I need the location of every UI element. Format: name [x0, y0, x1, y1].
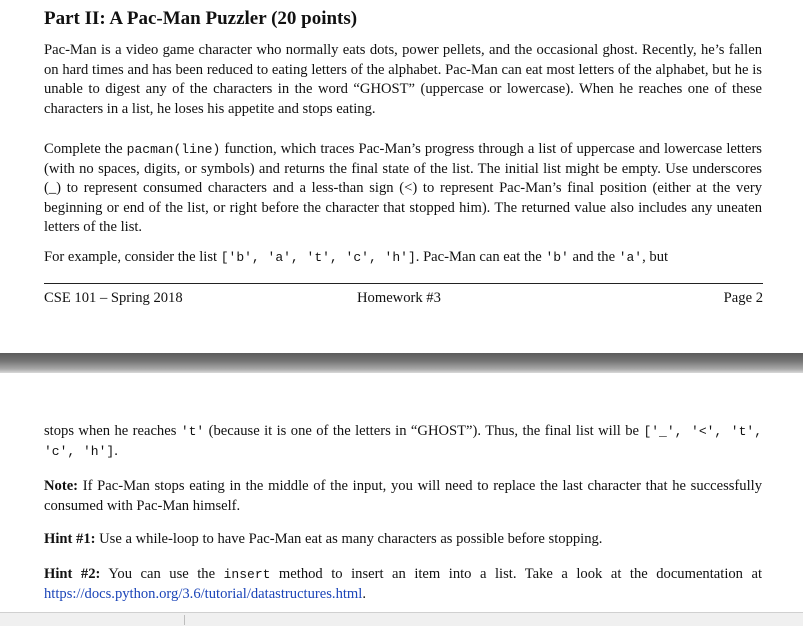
- hint-2-text-pre: You can use the: [100, 566, 224, 582]
- page-3-top-portion: [0, 373, 803, 626]
- result-list-code: ['_', '<', 't', 'c', 'h']: [44, 424, 762, 459]
- section-heading: Part II: A Pac-Man Puzzler (20 points): [44, 8, 358, 29]
- example-text-mid2: and the: [568, 249, 619, 265]
- note-label: Note:: [44, 478, 79, 494]
- continuation-text-mid: (because it is one of the letters in “GHOST”). Thus, the final list will be: [204, 423, 644, 439]
- footer-page-number: Page 2: [723, 290, 763, 306]
- example-text-pre: For example, consider the list: [44, 249, 221, 265]
- letter-t-code: 't': [180, 424, 205, 439]
- example-text-mid1: . Pac-Man can eat the: [415, 249, 546, 265]
- continuation-text-post: .: [114, 442, 118, 459]
- task-paragraph: [44, 140, 762, 238]
- letter-a-code: 'a': [618, 250, 643, 265]
- footer-homework: Homework #3: [357, 290, 441, 306]
- task-text-post: function, which traces Pac-Man’s progress through a list of uppercase and lowercase letters (with no spaces, digits, or symbols) and returns the final state of the list. The initial list might be empty. Use underscores (_) to represent consumed characters and a less-than sign (<) to represent Pac-Man’s final position (either at the very beginning or end of the list, or right before the character that stopped him). The returned value also includes any uneaten letters of the list.: [44, 141, 762, 236]
- example-paragraph: [44, 248, 762, 268]
- hint-2-text-post: method to insert an item into a list. Take a look at the documentation at: [270, 566, 763, 582]
- viewer-status-bar: [0, 612, 803, 626]
- hint-1-text: Use a while-loop to have Pac-Man eat as many characters as possible before stopping.: [95, 531, 603, 547]
- hint-2-paragraph: [44, 565, 762, 604]
- continuation-text-pre: stops when he reaches: [44, 423, 181, 439]
- example-text-post: , but: [642, 249, 669, 265]
- letter-b-code: 'b': [545, 250, 569, 265]
- python-docs-link[interactable]: https://docs.python.org/3.6/tutorial/datastructures.html: [44, 585, 363, 602]
- insert-method-code: insert: [223, 567, 271, 582]
- note-paragraph: [44, 477, 762, 516]
- hint-2-text-end: .: [362, 585, 366, 602]
- hint-1-paragraph: [44, 530, 762, 550]
- status-bar-divider: [184, 615, 185, 625]
- hint-1-label: Hint #1:: [44, 531, 96, 547]
- page-separator: [0, 353, 803, 373]
- hint-2-label: Hint #2:: [44, 566, 101, 582]
- intro-paragraph: Pac-Man is a video game character who normally eats dots, power pellets, and the occasional ghost. Recently, he’s fallen on hard times and has been reduced to eating letters of the alphabet. Pac-Man can eat most letters of the alphabet, but he is unable to digest any of the characters in the word “GHOST” (uppercase or lowercase). When he reaches one of these characters in a list, he loses his appetite and stops eating.: [44, 42, 762, 117]
- footer-rule: [44, 283, 763, 284]
- footer-course: CSE 101 – Spring 2018: [44, 290, 183, 306]
- note-text: If Pac-Man stops eating in the middle of the input, you will need to replace the last character that he successfully consumed with Pac-Man himself.: [44, 478, 762, 514]
- task-text-pre: Complete the: [44, 141, 127, 157]
- continuation-paragraph: [44, 422, 762, 461]
- example-list-code: ['b', 'a', 't', 'c', 'h']: [220, 250, 416, 265]
- function-signature-code: pacman(line): [126, 142, 221, 157]
